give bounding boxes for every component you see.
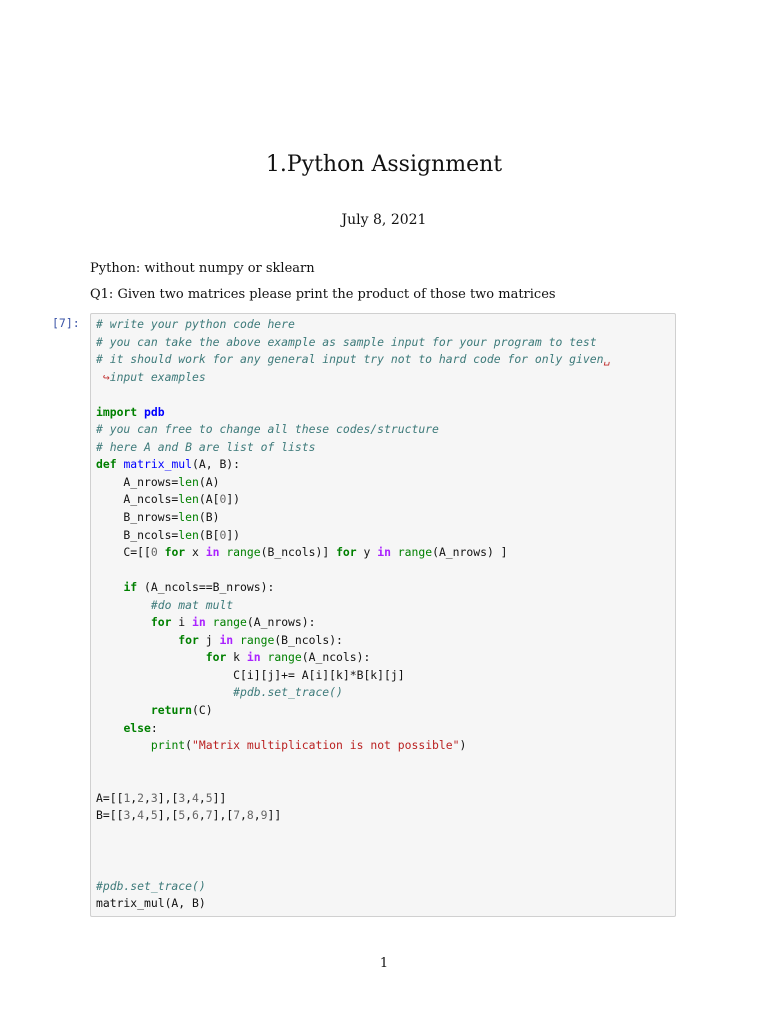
document-title: 1.Python Assignment xyxy=(265,152,503,177)
code-block: # write your python code here # you can take the above example as sample input for your program to test # it should work for any general input try not to hard code for only given␣ ↪input examples import pdb # you can free to change all these codes/structure # here A and B are list of lists def matrix_mul(A, B): A_nrows=len(A) A_ncols=len(A[0]) B_nrows=len(B) B_ncols=len(B[0]) C=[[0 for x in range(B_ncols)] for y in range(A_nrows) ] if (A_ncols==B_nrows): #do mat mult for i in range(A_nrows): for j in range(B_ncols): for k in range(A_ncols): C[i][j]+= A[i][k]*B[k][j] #pdb.set_trace() return(C) else: print("Matrix multiplication is not possible") A=[[1,2,3],[3,4,5]] B=[[3,4,5],[5,6,7],[7,8,9]] #pdb.set_trace() matrix_mul(A, B) xyxy=(96,317,611,911)
cell-prompt: [7]: xyxy=(52,316,80,330)
document-date: July 8, 2021 xyxy=(341,212,427,228)
question-paragraph: Q1: Given two matrices please print the product of those two matrices xyxy=(90,287,556,302)
page-number: 1 xyxy=(379,956,389,971)
intro-paragraph: Python: without numpy or sklearn xyxy=(90,261,315,276)
code-cell[interactable] xyxy=(90,313,676,917)
